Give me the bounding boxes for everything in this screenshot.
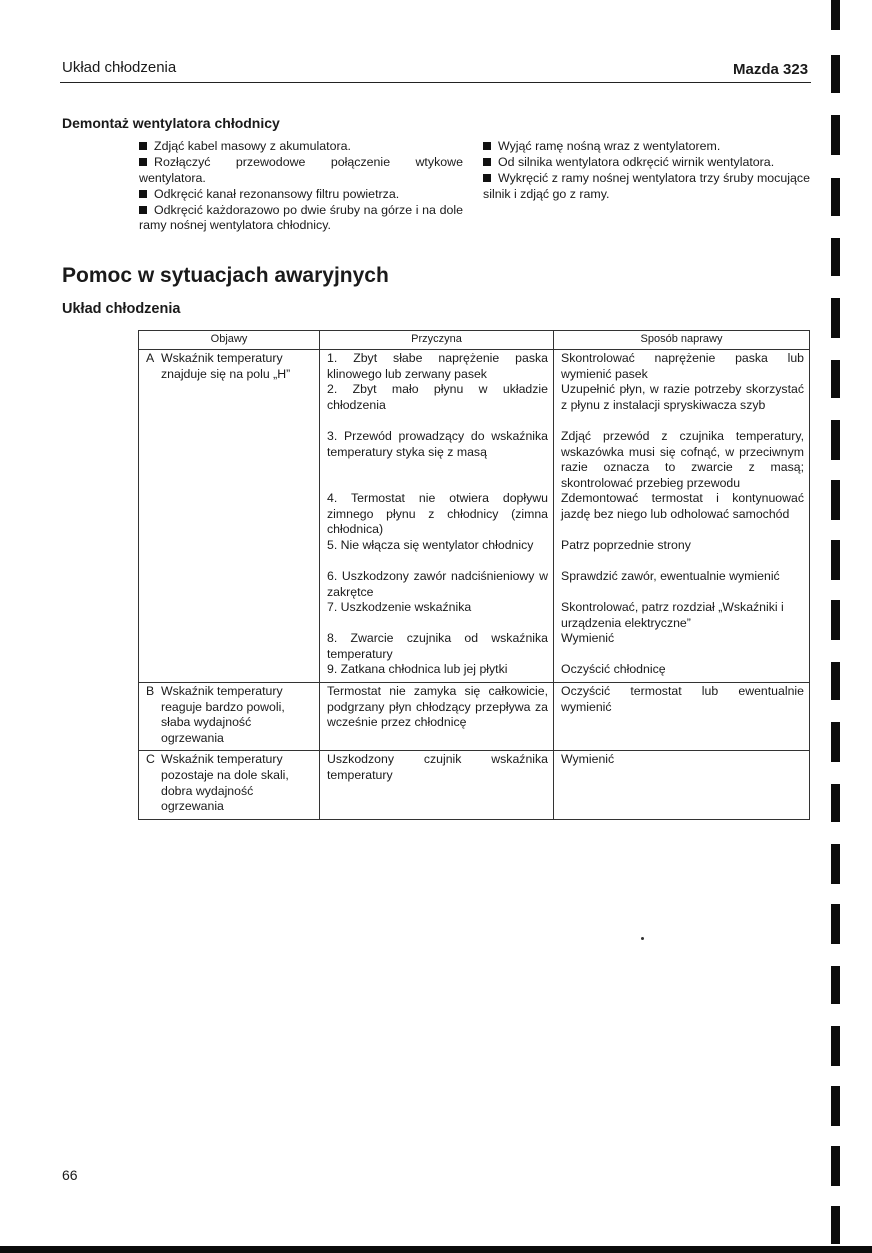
registration-marks [828, 0, 852, 1253]
registration-mark [831, 540, 840, 580]
step-item: Wyjąć ramę nośną wraz z wentylatorem. [483, 139, 810, 155]
step-item: Odkręcić każdorazowo po dwie śruby na górze i na dole ramy nośnej wentylatora chłodnicy. [139, 202, 463, 233]
fan-removal-steps-left [139, 139, 463, 235]
cause-item: 6. Uszkodzony zawór nadciśnieniowy w zakrętce [327, 569, 548, 599]
scan-bottom-edge [0, 1246, 872, 1253]
registration-mark [831, 480, 840, 520]
registration-mark [831, 600, 840, 640]
cause-item: 1. Zbyt słabe naprężenie paska klinowego lub zerwany pasek [327, 351, 548, 381]
row-letter: C [146, 752, 155, 767]
fan-removal-steps-right [483, 139, 810, 203]
cause-item: 5. Nie włącza się wentylator chłodnicy [327, 538, 534, 552]
remedy-item: Zdemontować termostat i kontynuować jazdę bez niego lub odholować samochód [561, 491, 804, 521]
table-row-b [139, 683, 810, 751]
symptom-cell [139, 350, 320, 683]
remedy-item: Oczyścić chłodnicę [561, 662, 666, 676]
bullet-square-icon [139, 190, 147, 198]
cause-cell: Uszkodzony czujnik wskaźnika temperatury [320, 751, 554, 819]
emergency-help-title: Pomoc w sytuacjach awaryjnych [62, 264, 389, 287]
cause-item: 4. Termostat nie otwiera dopływu zimnego płynu z chłodnicy (zimna chłodnica) [327, 491, 548, 537]
cause-cell [320, 350, 554, 683]
symptom-text: Wskaźnik temperatury znajduje się na polu „H” [161, 351, 291, 381]
remedy-item: Patrz poprzednie strony [561, 538, 691, 552]
remedy-item: Wymienić [561, 631, 615, 645]
registration-mark [831, 1206, 840, 1244]
column-header-symptoms: Objawy [139, 331, 320, 350]
registration-mark [831, 966, 840, 1004]
bullet-square-icon [139, 206, 147, 214]
registration-mark [831, 360, 840, 398]
registration-mark [831, 420, 840, 460]
cause-item: 8. Zwarcie czujnika od wskaźnika temperatury [327, 631, 548, 661]
cause-cell: Termostat nie zamyka się całkowicie, podgrzany płyn chłodzący przepływa za wcześnie przez chłodnicę [320, 683, 554, 751]
remedy-cell: Oczyścić termostat lub ewentualnie wymienić [554, 683, 810, 751]
header-rule [60, 82, 811, 83]
cause-item: 3. Przewód prowadzący do wskaźnika temperatury styka się z masą [327, 429, 548, 459]
registration-mark [831, 178, 840, 216]
fan-removal-heading: Demontaż wentylatora chłodnicy [62, 115, 280, 131]
troubleshooting-table [138, 330, 810, 820]
registration-mark [831, 1026, 840, 1066]
registration-mark [831, 298, 840, 338]
step-item: Wykręcić z ramy nośnej wentylatora trzy śruby mocujące silnik i zdjąć go z ramy. [483, 171, 810, 201]
registration-mark [831, 722, 840, 762]
table-header-row [139, 331, 810, 350]
registration-mark [831, 784, 840, 822]
registration-mark [831, 844, 840, 884]
bullet-square-icon [483, 142, 491, 150]
remedy-item: Zdjąć przewód z czujnika temperatury, wskazówka musi się cofnąć, w przeciwnym razie oznacza to zwarcie z masą; skontrolować przebieg przewodu [561, 429, 804, 490]
cause-item: 7. Uszkodzenie wskaźnika [327, 600, 472, 614]
registration-mark [831, 1146, 840, 1186]
symptom-cell [139, 751, 320, 819]
page-number: 66 [62, 1167, 78, 1183]
remedy-item: Sprawdzić zawór, ewentualnie wymienić [561, 569, 780, 583]
step-item: Rozłączyć przewodowe połączenie wtykowe wentylatora. [139, 155, 463, 185]
registration-mark [831, 904, 840, 944]
registration-mark [831, 115, 840, 155]
step-item: Zdjąć kabel masowy z akumulatora. [139, 139, 463, 155]
header-chapter-title: Układ chłodzenia [62, 59, 177, 76]
bullet-square-icon [483, 174, 491, 182]
step-item: Od silnika wentylatora odkręcić wirnik wentylatora. [483, 155, 810, 171]
table-row-a [139, 350, 810, 683]
remedy-item: Skontrolować, patrz rozdział „Wskaźniki i urządzenia elektryczne” [561, 600, 784, 630]
registration-mark [831, 0, 840, 30]
registration-mark [831, 1086, 840, 1126]
remedy-item: Skontrolować naprężenie paska lub wymienić pasek [561, 351, 804, 381]
registration-mark [831, 238, 840, 276]
step-item: Odkręcić kanał rezonansowy filtru powietrza. [139, 187, 463, 203]
column-header-remedy: Sposób naprawy [554, 331, 810, 350]
registration-mark [831, 55, 840, 93]
row-letter: B [146, 684, 155, 698]
symptom-text: Wskaźnik temperatury pozostaje na dole skali, dobra wydajność ogrzewania [161, 752, 289, 814]
remedy-item: Uzupełnić płyn, w razie potrzeby skorzystać z płynu z instalacji spryskiwacza szyb [561, 382, 804, 412]
column-header-cause: Przyczyna [320, 331, 554, 350]
bullet-square-icon [139, 142, 147, 150]
remedy-cell [554, 350, 810, 683]
cause-item: 2. Zbyt mało płynu w układzie chłodzenia [327, 382, 548, 412]
bullet-square-icon [483, 158, 491, 166]
symptom-text: Wskaźnik temperatury reaguje bardzo powoli, słaba wydajność ogrzewania [161, 684, 285, 745]
remedy-cell: Wymienić [554, 751, 810, 819]
symptom-cell [139, 683, 320, 751]
bullet-square-icon [139, 158, 147, 166]
registration-mark [831, 662, 840, 700]
cause-item: 9. Zatkana chłodnica lub jej płytki [327, 662, 508, 676]
cooling-system-subtitle: Układ chłodzenia [62, 301, 181, 317]
scan-speck [641, 937, 644, 940]
header-car-model: Mazda 323 [733, 61, 809, 78]
row-letter: A [146, 351, 155, 365]
table-row-c [139, 751, 810, 819]
